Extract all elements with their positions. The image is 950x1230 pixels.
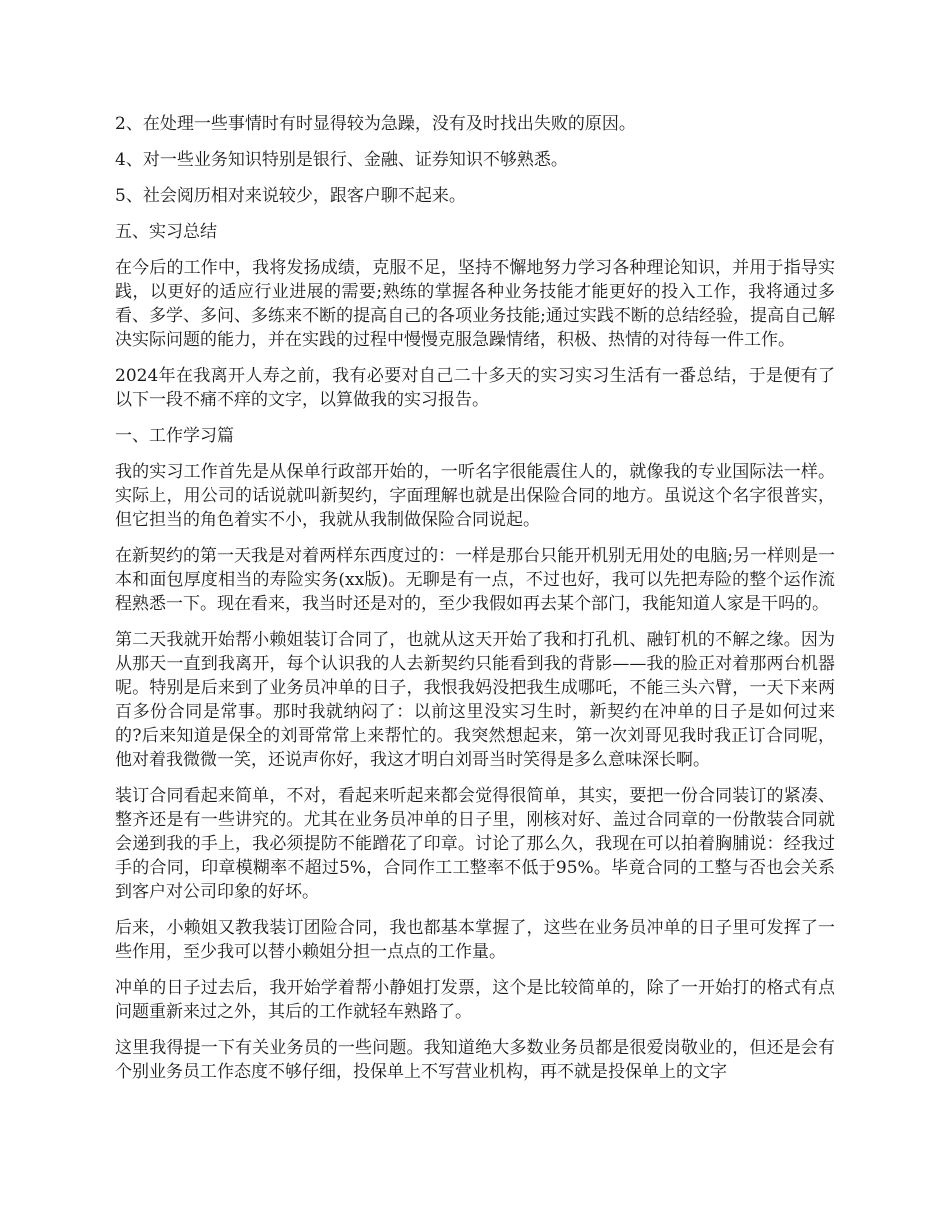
list-item-5: 5、社会阅历相对来说较少，跟客户聊不起来。	[115, 186, 466, 206]
list-item-4: 4、对一些业务知识特别是银行、金融、证券知识不够熟悉。	[115, 150, 568, 170]
paragraph-first-day: 在新契约的第一天我是对着两样东西度过的：一样是那台只能开机别无用处的电脑;另一样则是一本和面包厚度相当的寿险实务(xx版)。无聊是有一点，不过也好，我可以先把寿险的整个运作流程熟悉一下。现在看来，我当时还是对的，至少我假如再去某个部门，我能知道人家是干吗的。	[115, 546, 835, 614]
paragraph-future-work: 在今后的工作中，我将发扬成绩，克服不足，坚持不懈地努力学习各种理论知识，并用于指导实践，以更好的适应行业进展的需要;熟练的掌握各种业务技能才能更好的投入工作，我将通过多看、多学、多问、多练来不断的提高自己的各项业务技能;通过实践不断的总结经验，提高自己解决实际问题的能力，并在实践的过程中慢慢克服急躁情绪，积极、热情的对待每一件工作。	[115, 258, 835, 350]
paragraph-agent-issues: 这里我得提一下有关业务员的一些问题。我知道绝大多数业务员都是很爱岗敬业的，但还是会有个别业务员工作态度不够仔细，投保单上不写营业机构，再不就是投保单上的文字	[115, 1038, 835, 1082]
paragraph-group-contracts: 后来，小赖姐又教我装订团险合同，我也都基本掌握了，这些在业务员冲单的日子里可发挥了一些作用，至少我可以替小赖姐分担一点点的工作量。	[115, 918, 835, 962]
paragraph-report-intro: 2024年在我离开人寿之前，我有必要对自己二十多天的实习实习生活有一番总结，于是便有了以下一段不痛不痒的文字，以算做我的实习报告。	[115, 366, 835, 410]
section-heading-work-study: 一、工作学习篇	[115, 426, 234, 446]
paragraph-binding-contracts: 装订合同看起来简单，不对，看起来听起来都会觉得很简单，其实，要把一份合同装订的紧凑、整齐还是有一些讲究的。尤其在业务员冲单的日子里，刚核对好、盖过合同章的一份散装合同就会递到我的手上，我必须提防不能蹭花了印章。讨论了那么久，我现在可以拍着胸脯说：经我过手的合同，印章模糊率不超过5%，合同作工工整率不低于95%。毕竟合同的工整与否也会关系到客户对公司印象的好坏。	[115, 786, 835, 902]
paragraph-second-day: 第二天我就开始帮小赖姐装订合同了，也就从这天开始了我和打孔机、融钉机的不解之缘。因为从那天一直到我离开，每个认识我的人去新契约只能看到我的背影——我的脸正对着那两台机器呢。特别是后来到了业务员冲单的日子，我恨我妈没把我生成哪吒，不能三头六臂，一天下来两百多份合同是常事。那时我就纳闷了：以前这里没实习生时，新契约在冲单的日子是如何过来的?后来知道是保全的刘哥常常上来帮忙的。我突然想起来，第一次刘哥见我时我正订合同呢，他对着我微微一笑，还说声你好，我这才明白刘哥当时笑得是多么意味深长啊。	[115, 630, 835, 770]
list-item-2: 2、在处理一些事情时有时显得较为急躁，没有及时找出失败的原因。	[115, 114, 636, 134]
paragraph-invoices: 冲单的日子过去后，我开始学着帮小静姐打发票，这个是比较简单的，除了一开始打的格式有点问题重新来过之外，其后的工作就轻车熟路了。	[115, 978, 835, 1022]
section-heading-internship-summary: 五、实习总结	[115, 222, 217, 242]
paragraph-policy-admin: 我的实习工作首先是从保单行政部开始的，一听名字很能震住人的，就像我的专业国际法一样。实际上，用公司的话说就叫新契约，字面理解也就是出保险合同的地方。虽说这个名字很普实，但它担当的角色着实不小，我就从我制做保险合同说起。	[115, 462, 835, 530]
